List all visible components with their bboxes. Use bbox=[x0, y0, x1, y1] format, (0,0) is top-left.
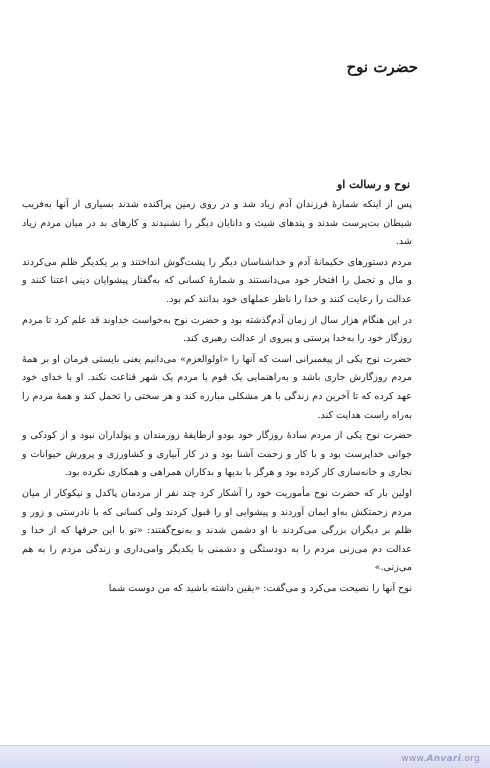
body-text bbox=[22, 196, 412, 600]
paragraph: در این هنگام هزار سال از زمان آدم‌گذشته بود و حضرت نوح به‌خواست خداوند قد علم کرد تا مردم روزگار خود را به‌خدا پرستی و پیروی از عدالت رهبری کند. bbox=[22, 314, 412, 345]
section-heading: نوح و رسالت او bbox=[336, 178, 410, 191]
watermark-site: Anvari bbox=[426, 754, 462, 764]
watermark-prefix: www. bbox=[401, 754, 427, 764]
footer-bar bbox=[0, 745, 490, 768]
chapter-title: حضرت نوح bbox=[346, 58, 418, 76]
paragraph: اولین بار که حضرت نوح مأموریت خود را آشکار کرد چند نفر از مردمان پاکدل و نیکوکار از میان مردم زحمتکش به‌او ایمان آوردند و پیشوایی او را قبول کردند ولی کسانی که با نادرستی و زور و ظلم بر دیگران بزرگی می‌کردند با او دشمن شدند و به‌نوح‌گفتند: «تو با این حرفها که از خدا و عدالت دم می‌زنی مردم را به دودستگی و دشمنی با یکدیگر وامی‌داری و زندگی مردم را به هم می‌زنی.» bbox=[22, 487, 412, 574]
paragraph: نوح آنها را نصیحت می‌کرد و می‌گفت: «یقین داشته باشید که من دوست شما bbox=[108, 582, 412, 594]
watermark-suffix: .org bbox=[461, 754, 480, 764]
site-watermark bbox=[401, 754, 480, 764]
paragraph: مردم دستورهای حکیمانهٔ آدم و خداشناسان دیگر را پشت‌گوش انداختند و بر یکدیگر ظلم می‌کردند و مال و تجمل را افتخار خود می‌دانستند و شمارهٔ کسانی که به‌گفتار پیشوایان دینی اعتنا کنند و عدالت را رعایت کنند و خدا را ناظر عملهای خود بدانند کم بود. bbox=[22, 256, 412, 305]
paragraph: پس از اینکه شمارهٔ فرزندان آدم زیاد شد و در روی زمین پراکنده شدند بسیاری از آنها به‌فریب شیطان بت‌پرست شدند و پندهای شیث و دانایان دیگر را نشنیدند و کارهای بد در میان مردم زیاد شد. bbox=[22, 199, 412, 248]
paragraph: حضرت نوح یکی از مردم سادهٔ روزگار خود بودو ازطایفهٔ زورمندان و پولداران نبود و از کودکی و جوانی خداپرست بود و با کار و زحمت آشنا بود و در کار آبیاری و کشاورزی و پرورش حیوانات و نجاری و خانه‌سازی کار کرده بود و هرگز با بدیها و بدکاران همراهی و همکاری نکرده بود. bbox=[22, 430, 412, 479]
paragraph: حضرت نوح یکی از پیغمبرانی است که آنها را «اولوالعزم» می‌دانیم یعنی بایستی فرمان او بر همهٔ مردم روزگارش جاری باشد و به‌راهنمایی یک قوم یا مردم یک شهر قناعت نکند. او با خدای خود عهد کرده که تا آخرین دم زندگی با هر مشکلی مبارزه کند و هر سختی را تحمل کند و همهٔ مردم را به‌راه راست هدایت کند. bbox=[22, 353, 412, 421]
